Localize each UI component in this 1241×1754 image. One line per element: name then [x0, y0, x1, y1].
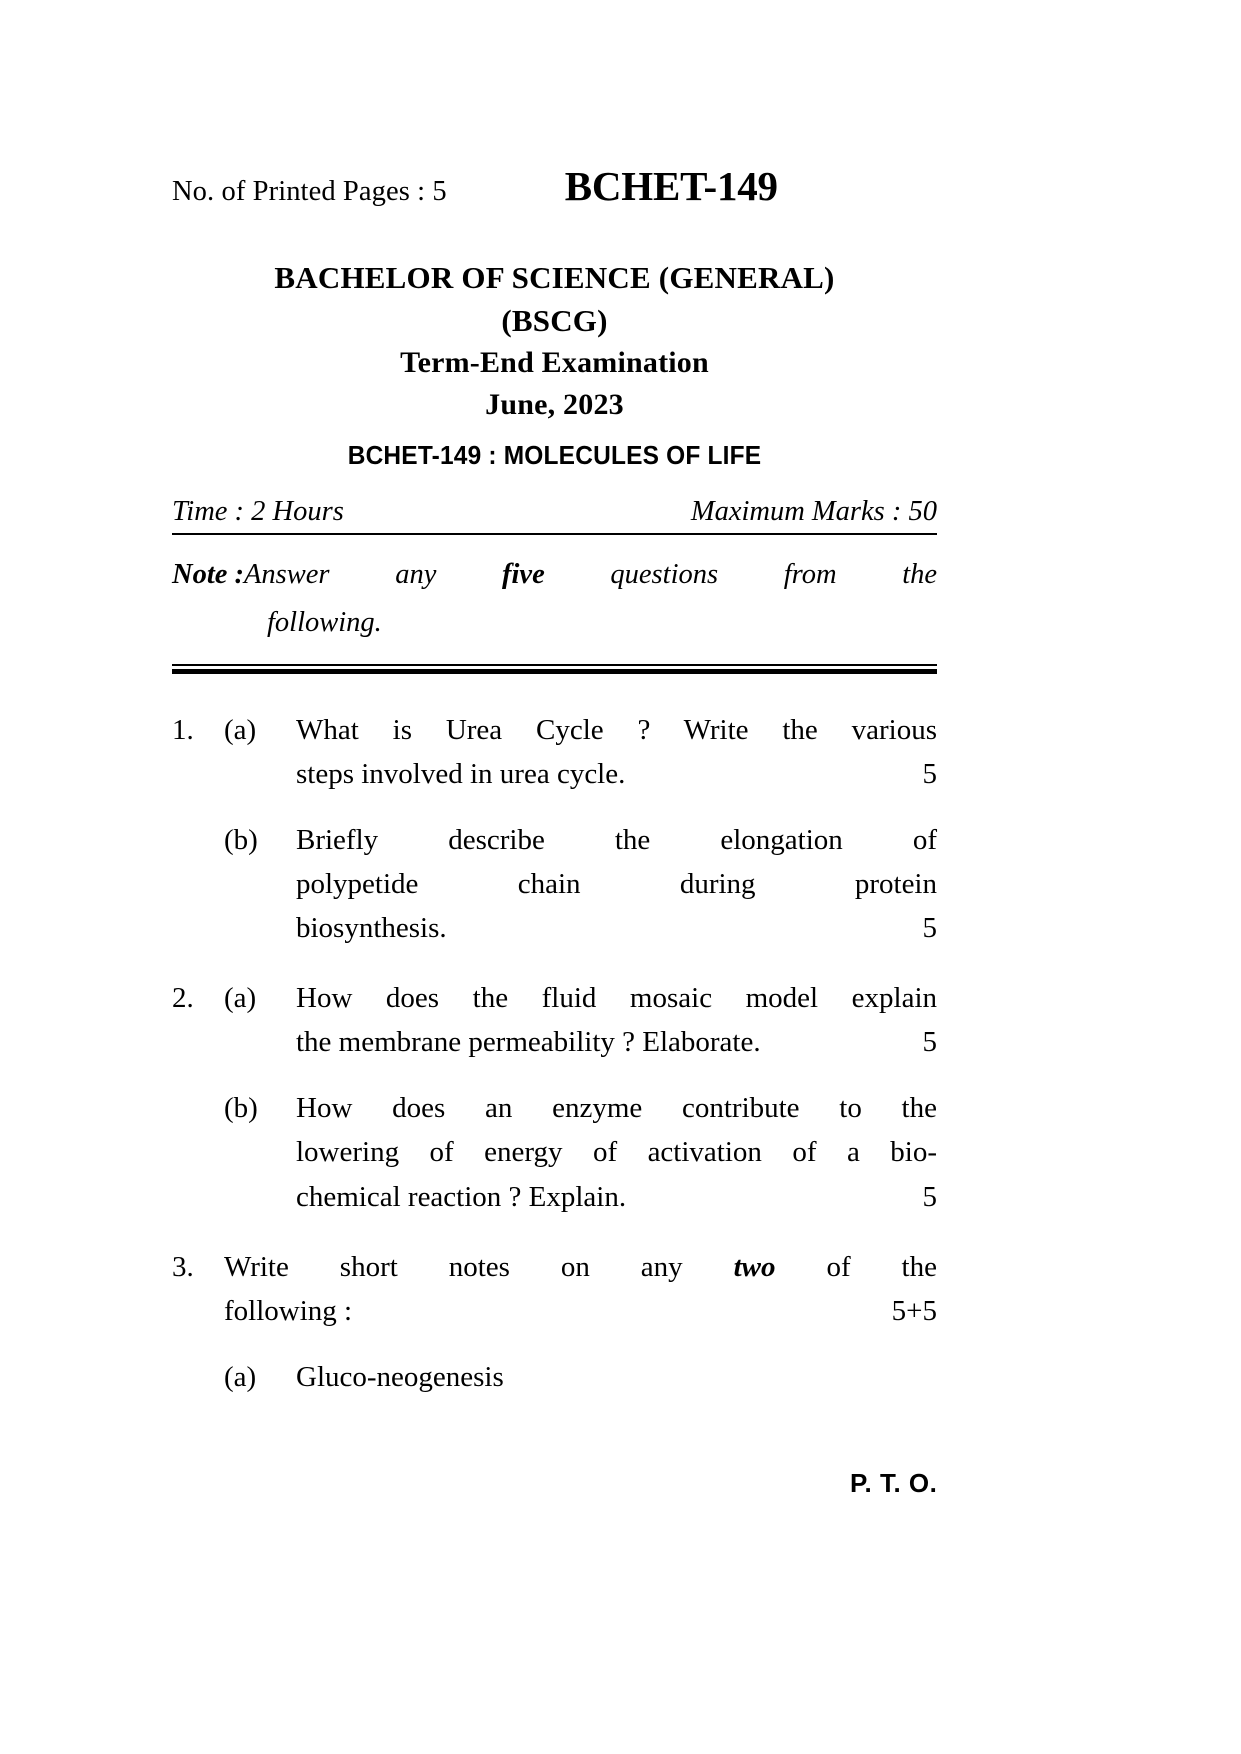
emphasis-two: two	[733, 1250, 776, 1283]
note-word-the: the	[902, 558, 938, 590]
question-line-text: How does the fluid mosaic model explain	[296, 982, 937, 1015]
section-divider	[172, 664, 937, 674]
question-marks: 5+5	[891, 1294, 937, 1327]
note-block	[172, 552, 937, 646]
question-2	[172, 976, 937, 1218]
question-1	[172, 708, 937, 950]
question-line-text: How does an enzyme contribute to the	[296, 1092, 937, 1125]
question-2-part-b	[172, 1086, 937, 1218]
note-label: Note :	[172, 558, 245, 590]
question-marks: 5	[922, 757, 937, 790]
printed-pages-label: No. of Printed Pages : 5	[172, 176, 447, 207]
question-line-text: lowering of energy of activation of a bio-	[296, 1136, 937, 1169]
question-line	[296, 818, 937, 862]
course-abbreviation: (BSCG)	[501, 303, 608, 339]
question-3-stem	[172, 1245, 937, 1333]
question-marks: 5	[922, 1026, 937, 1059]
question-line-text: steps involved in urea cycle.	[296, 757, 626, 790]
question-2-part-a	[172, 976, 937, 1064]
question-line-text: biosynthesis.	[296, 912, 447, 945]
note-word-answer: Answer	[244, 558, 330, 590]
question-line	[296, 1130, 937, 1174]
question-1-part-b	[172, 818, 937, 950]
question-line-text: following :	[224, 1294, 353, 1327]
title-block	[172, 256, 937, 471]
question-line-text: Write short notes on any two of the	[224, 1250, 937, 1283]
question-line	[296, 862, 937, 906]
exam-meta-row	[172, 496, 937, 533]
note-word-questions: questions	[610, 558, 719, 590]
maximum-marks: Maximum Marks : 50	[690, 495, 937, 527]
question-line	[224, 1289, 937, 1333]
question-1-number: 1.	[172, 713, 194, 746]
question-3-number: 3.	[172, 1250, 194, 1283]
question-2-number: 2.	[172, 982, 194, 1015]
question-1-part-b-letter: (b)	[224, 824, 258, 856]
note-word-five: five	[502, 558, 545, 590]
question-1-part-a	[172, 708, 937, 796]
question-3	[172, 1245, 937, 1399]
note-line-1	[172, 552, 937, 598]
question-line	[296, 1175, 937, 1219]
time-allowed: Time : 2 Hours	[172, 495, 344, 527]
page-content	[172, 0, 937, 1399]
course-title: BACHELOR OF SCIENCE (GENERAL)	[274, 260, 835, 295]
question-line	[296, 708, 937, 752]
question-line	[296, 976, 937, 1020]
question-line	[296, 1020, 937, 1064]
meta-divider	[172, 533, 937, 535]
question-marks: 5	[922, 1180, 937, 1213]
page-turn-over-note: P. T. O.	[850, 1468, 938, 1498]
note-line-2: following.	[267, 606, 382, 638]
note-word-any: any	[395, 558, 437, 590]
subject-title: BCHET-149 : MOLECULES OF LIFE	[347, 441, 762, 470]
question-line	[296, 752, 937, 796]
questions-list	[172, 708, 937, 1399]
note-word-from: from	[783, 558, 837, 590]
question-3-item-a-letter: (a)	[224, 1360, 257, 1393]
examination-session: June, 2023	[485, 387, 624, 421]
examination-type: Term-End Examination	[400, 346, 709, 380]
question-3-item-a	[172, 1355, 937, 1399]
question-line-text: the membrane permeability ? Elaborate.	[296, 1026, 761, 1059]
question-2-part-a-letter: (a)	[224, 982, 257, 1015]
question-line-text: Gluco-neogenesis	[296, 1360, 504, 1393]
question-2-part-b-letter: (b)	[224, 1092, 258, 1125]
question-line	[296, 1086, 937, 1130]
page-header	[172, 162, 937, 218]
question-line	[296, 1355, 937, 1399]
note-text	[244, 552, 937, 598]
question-line-text: polypetide chain during protein	[296, 868, 937, 901]
question-line-text: Briefly describe the elongation of	[296, 824, 937, 856]
question-line	[296, 906, 937, 950]
question-line	[224, 1245, 937, 1289]
question-marks: 5	[922, 912, 937, 945]
question-line-text: What is Urea Cycle ? Write the various	[296, 713, 937, 746]
question-1-part-a-letter: (a)	[224, 713, 257, 746]
paper-code: BCHET-149	[564, 163, 778, 209]
question-line-text: chemical reaction ? Explain.	[296, 1180, 627, 1213]
